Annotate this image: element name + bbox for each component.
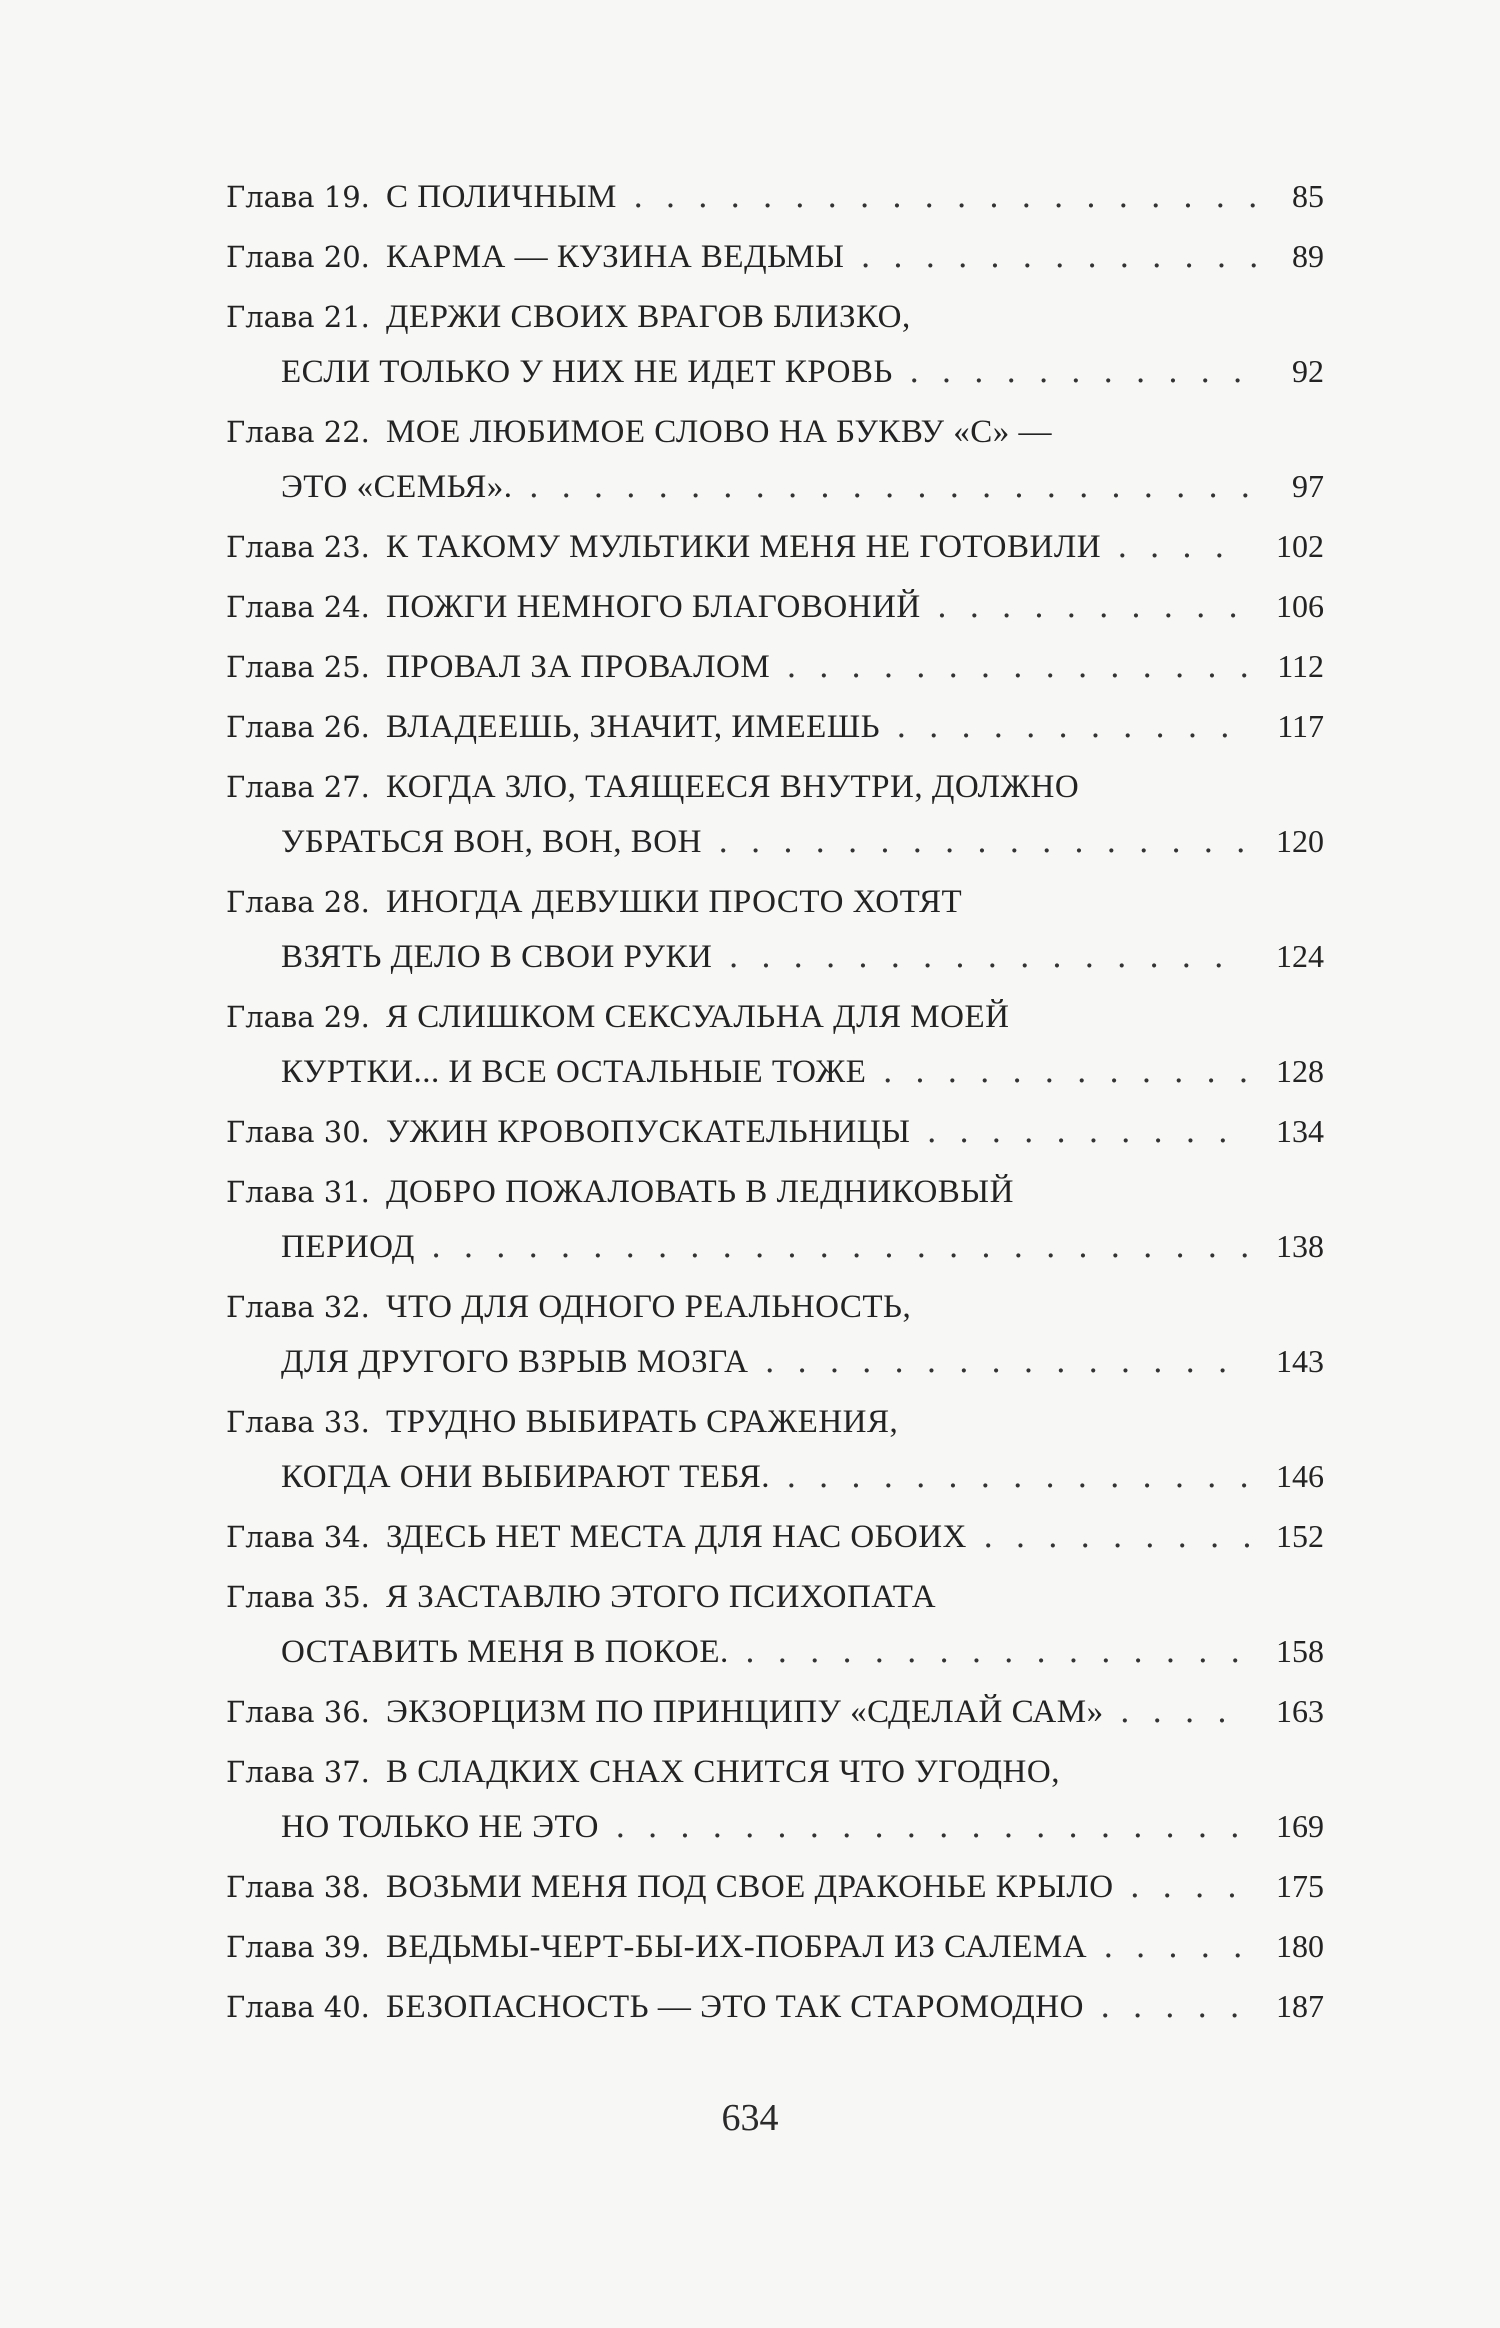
dot-leader: . . . . . . . . . . . . . bbox=[844, 237, 1265, 275]
chapter-label: Глава 36. bbox=[226, 1695, 370, 1729]
toc-entry-continuation-line bbox=[226, 1226, 1324, 1266]
chapter-label: Глава 21. bbox=[226, 300, 370, 334]
toc-entry-continuation-line bbox=[226, 821, 1324, 861]
dot-leader: . . . . . . . . . . bbox=[920, 587, 1245, 625]
dot-leader: . . . . . . . . . . . . . . . . bbox=[728, 1632, 1247, 1670]
chapter-title: МОЕ ЛЮБИМОЕ СЛОВО НА БУКВУ «С» — bbox=[386, 414, 1053, 450]
chapter-title: Я ЗАСТАВЛЮ ЭТОГО ПСИХОПАТА bbox=[386, 1579, 937, 1615]
page-reference bbox=[1276, 1986, 1324, 2026]
chapter-title: КУРТКИ... И ВСЕ ОСТАЛЬНЫЕ ТОЖЕ bbox=[281, 1054, 867, 1090]
chapter-title: УЖИН КРОВОПУСКАТЕЛЬНИЦЫ bbox=[386, 1114, 911, 1150]
toc-entry-continuation-line bbox=[226, 936, 1324, 976]
toc-entry-first-line bbox=[226, 526, 1324, 566]
chapter-title: БЕЗОПАСНОСТЬ — ЭТО ТАК СТАРОМОДНО bbox=[386, 1989, 1084, 2025]
toc-entry-first-line bbox=[226, 1171, 1324, 1211]
page-reference bbox=[1292, 466, 1324, 506]
toc-entry-continuation-line bbox=[226, 1631, 1324, 1671]
dot-leader: . . . . . . . . . . . bbox=[892, 352, 1249, 390]
page-reference bbox=[1276, 1111, 1324, 1151]
toc-entry-first-line bbox=[226, 176, 1324, 216]
chapter-page-number: 106 bbox=[1276, 588, 1324, 624]
chapter-title: КОГДА ОНИ ВЫБИРАЮТ ТЕБЯ. bbox=[281, 1459, 771, 1495]
page-reference bbox=[1276, 1051, 1324, 1091]
chapter-title: ВЛАДЕЕШЬ, ЗНАЧИТ, ИМЕЕШЬ bbox=[386, 709, 881, 745]
chapter-label: Глава 19. bbox=[226, 180, 370, 214]
chapter-label: Глава 38. bbox=[226, 1870, 370, 1904]
toc-entry-continuation-line bbox=[226, 1341, 1324, 1381]
toc-entry-first-line bbox=[226, 706, 1324, 746]
page-number: 634 bbox=[721, 2097, 779, 2139]
toc-entry-first-line bbox=[226, 1576, 1324, 1616]
chapter-label: Глава 27. bbox=[226, 770, 370, 804]
toc-entry-continuation-line bbox=[226, 466, 1324, 506]
toc-entry bbox=[226, 706, 1324, 746]
dot-leader: . . . . bbox=[1101, 527, 1231, 565]
chapter-title: ИНОГДА ДЕВУШКИ ПРОСТО ХОТЯТ bbox=[386, 884, 963, 920]
dot-leader: . . . . . . . . . . . . . . . . . . . . . . . . . . bbox=[414, 1227, 1256, 1265]
chapter-page-number: 102 bbox=[1276, 528, 1324, 564]
toc-entry-first-line bbox=[226, 1926, 1324, 1966]
chapter-title: ПРОВАЛ ЗА ПРОВАЛОМ bbox=[386, 649, 771, 685]
chapter-title: ПЕРИОД bbox=[281, 1229, 415, 1265]
chapter-page-number: 124 bbox=[1276, 938, 1324, 974]
toc-entry bbox=[226, 881, 1324, 976]
toc-entry-first-line bbox=[226, 646, 1324, 686]
page-reference bbox=[1276, 1516, 1324, 1556]
toc-entry-first-line bbox=[226, 1286, 1324, 1326]
chapter-label: Глава 28. bbox=[226, 885, 370, 919]
toc-entry bbox=[226, 1171, 1324, 1266]
toc-entry bbox=[226, 1111, 1324, 1151]
toc-entry bbox=[226, 1926, 1324, 1966]
chapter-page-number: 143 bbox=[1276, 1343, 1324, 1379]
chapter-title: ЭКЗОРЦИЗМ ПО ПРИНЦИПУ «СДЕЛАЙ САМ» bbox=[386, 1694, 1104, 1730]
chapter-label: Глава 37. bbox=[226, 1755, 370, 1789]
dot-leader: . . . . . . . . . . . . . . . . bbox=[712, 937, 1230, 975]
chapter-title: ТРУДНО ВЫБИРАТЬ СРАЖЕНИЯ, bbox=[386, 1404, 899, 1440]
chapter-label: Глава 34. bbox=[226, 1520, 370, 1554]
chapter-title: КАРМА — КУЗИНА ВЕДЬМЫ bbox=[386, 239, 845, 275]
dot-leader: . . . . . . . . . . . bbox=[880, 707, 1236, 745]
dot-leader: . . . . . . . . . . . . . . . bbox=[748, 1342, 1234, 1380]
chapter-title: ЕСЛИ ТОЛЬКО У НИХ НЕ ИДЕТ КРОВЬ bbox=[281, 354, 893, 390]
chapter-page-number: 158 bbox=[1276, 1633, 1324, 1669]
chapter-label: Глава 32. bbox=[226, 1290, 370, 1324]
dot-leader: . . . . . . . . . bbox=[966, 1517, 1258, 1555]
chapter-title: ВОЗЬМИ МЕНЯ ПОД СВОЕ ДРАКОНЬЕ КРЫЛО bbox=[386, 1869, 1114, 1905]
chapter-label: Глава 20. bbox=[226, 240, 370, 274]
page-reference bbox=[1276, 1226, 1324, 1266]
chapter-page-number: 163 bbox=[1276, 1693, 1324, 1729]
chapter-page-number: 89 bbox=[1292, 238, 1324, 274]
chapter-page-number: 92 bbox=[1292, 353, 1324, 389]
dot-leader: . . . . . . . . . . . . bbox=[866, 1052, 1255, 1090]
toc-entry bbox=[226, 1401, 1324, 1496]
chapter-page-number: 97 bbox=[1292, 468, 1324, 504]
dot-leader: . . . . . . . . . . . . . . . bbox=[770, 1457, 1256, 1495]
chapter-label: Глава 25. bbox=[226, 650, 370, 684]
toc-entry-first-line bbox=[226, 1401, 1324, 1441]
page-reference bbox=[1277, 706, 1324, 746]
toc-entry-first-line bbox=[226, 881, 1324, 921]
dot-leader: . . . . . . . . . . bbox=[910, 1112, 1234, 1150]
table-of-contents bbox=[226, 176, 1324, 2046]
toc-entry bbox=[226, 411, 1324, 506]
toc-entry-first-line bbox=[226, 1986, 1324, 2026]
toc-entry bbox=[226, 1286, 1324, 1381]
chapter-title: ВЗЯТЬ ДЕЛО В СВОИ РУКИ bbox=[281, 939, 713, 975]
toc-entry-first-line bbox=[226, 996, 1324, 1036]
dot-leader: . . . . . . . . . . . . . . . . . . . . . . . bbox=[512, 467, 1257, 505]
page-reference bbox=[1276, 1341, 1324, 1381]
page-reference bbox=[1292, 176, 1324, 216]
toc-entry-continuation-line bbox=[226, 1806, 1324, 1846]
chapter-title: ОСТАВИТЬ МЕНЯ В ПОКОЕ. bbox=[281, 1634, 729, 1670]
chapter-title: Я СЛИШКОМ СЕКСУАЛЬНА ДЛЯ МОЕЙ bbox=[386, 999, 1010, 1035]
toc-entry bbox=[226, 296, 1324, 391]
chapter-page-number: 134 bbox=[1276, 1113, 1324, 1149]
dot-leader: . . . . . bbox=[1083, 1987, 1246, 2025]
chapter-label: Глава 23. bbox=[226, 530, 370, 564]
toc-entry bbox=[226, 766, 1324, 861]
page-reference bbox=[1276, 526, 1324, 566]
chapter-title: КОГДА ЗЛО, ТАЯЩЕЕСЯ ВНУТРИ, ДОЛЖНО bbox=[386, 769, 1080, 805]
toc-entry bbox=[226, 176, 1324, 216]
dot-leader: . . . . bbox=[1113, 1867, 1243, 1905]
toc-entry-continuation-line bbox=[226, 351, 1324, 391]
page-reference bbox=[1276, 1926, 1324, 1966]
chapter-title: ЭТО «СЕМЬЯ». bbox=[281, 469, 513, 505]
page-reference bbox=[1276, 1866, 1324, 1906]
dot-leader: . . . . . . . . . . . . . . . . . bbox=[701, 822, 1252, 860]
toc-entry bbox=[226, 1691, 1324, 1731]
page-reference bbox=[1276, 936, 1324, 976]
toc-entry bbox=[226, 1986, 1324, 2026]
toc-entry-first-line bbox=[226, 296, 1324, 336]
chapter-label: Глава 39. bbox=[226, 1930, 370, 1964]
toc-entry-first-line bbox=[226, 1516, 1324, 1556]
chapter-title: ПОЖГИ НЕМНОГО БЛАГОВОНИЙ bbox=[386, 589, 921, 625]
page-reference bbox=[1276, 1631, 1324, 1671]
chapter-page-number: 112 bbox=[1277, 648, 1324, 684]
toc-entry-first-line bbox=[226, 1751, 1324, 1791]
toc-entry bbox=[226, 586, 1324, 626]
chapter-page-number: 180 bbox=[1276, 1928, 1324, 1964]
toc-entry bbox=[226, 1516, 1324, 1556]
chapter-title: С ПОЛИЧНЫМ bbox=[386, 179, 617, 215]
chapter-page-number: 146 bbox=[1276, 1458, 1324, 1494]
page-reference bbox=[1276, 821, 1324, 861]
chapter-page-number: 175 bbox=[1276, 1868, 1324, 1904]
chapter-label: Глава 26. bbox=[226, 710, 370, 744]
chapter-title: НО ТОЛЬКО НЕ ЭТО bbox=[281, 1809, 600, 1845]
toc-entry-first-line bbox=[226, 411, 1324, 451]
toc-entry-first-line bbox=[226, 586, 1324, 626]
toc-entry bbox=[226, 236, 1324, 276]
chapter-label: Глава 30. bbox=[226, 1115, 370, 1149]
chapter-label: Глава 29. bbox=[226, 1000, 370, 1034]
chapter-page-number: 85 bbox=[1292, 178, 1324, 214]
dot-leader: . . . . . . . . . . . . . . . . . . . . bbox=[599, 1807, 1246, 1845]
chapter-title: ДЛЯ ДРУГОГО ВЗРЫВ МОЗГА bbox=[281, 1344, 749, 1380]
chapter-page-number: 120 bbox=[1276, 823, 1324, 859]
chapter-label: Глава 35. bbox=[226, 1580, 370, 1614]
page-reference bbox=[1276, 586, 1324, 626]
toc-entry bbox=[226, 996, 1324, 1091]
dot-leader: . . . . . bbox=[1087, 1927, 1249, 1965]
chapter-page-number: 138 bbox=[1276, 1228, 1324, 1264]
toc-entry bbox=[226, 1751, 1324, 1846]
chapter-title: ДОБРО ПОЖАЛОВАТЬ В ЛЕДНИКОВЫЙ bbox=[386, 1174, 1014, 1210]
chapter-label: Глава 40. bbox=[226, 1990, 370, 2024]
chapter-title: УБРАТЬСЯ ВОН, ВОН, ВОН bbox=[281, 824, 702, 860]
page-reference bbox=[1292, 351, 1324, 391]
page-reference bbox=[1276, 1691, 1324, 1731]
chapter-label: Глава 24. bbox=[226, 590, 370, 624]
toc-entry-continuation-line bbox=[226, 1051, 1324, 1091]
dot-leader: . . . . . . . . . . . . . . . bbox=[770, 647, 1256, 685]
chapter-title: ЗДЕСЬ НЕТ МЕСТА ДЛЯ НАС ОБОИХ bbox=[386, 1519, 967, 1555]
chapter-page-number: 128 bbox=[1276, 1053, 1324, 1089]
toc-entry bbox=[226, 1576, 1324, 1671]
toc-entry-first-line bbox=[226, 1111, 1324, 1151]
dot-leader: . . . . . . . . . . . . . . . . . . . . bbox=[616, 177, 1264, 215]
page-reference bbox=[1277, 646, 1324, 686]
toc-entry bbox=[226, 526, 1324, 566]
toc-entry-first-line bbox=[226, 236, 1324, 276]
chapter-title: ДЕРЖИ СВОИХ ВРАГОВ БЛИЗКО, bbox=[386, 299, 911, 335]
chapter-title: В СЛАДКИХ СНАХ СНИТСЯ ЧТО УГОДНО, bbox=[386, 1754, 1060, 1790]
chapter-title: ВЕДЬМЫ-ЧЕРТ-БЫ-ИХ-ПОБРАЛ ИЗ САЛЕМА bbox=[386, 1929, 1088, 1965]
chapter-label: Глава 22. bbox=[226, 415, 370, 449]
toc-entry bbox=[226, 1866, 1324, 1906]
page-reference bbox=[1276, 1806, 1324, 1846]
chapter-page-number: 152 bbox=[1276, 1518, 1324, 1554]
chapter-title: ЧТО ДЛЯ ОДНОГО РЕАЛЬНОСТЬ, bbox=[386, 1289, 912, 1325]
toc-entry bbox=[226, 646, 1324, 686]
toc-entry-first-line bbox=[226, 1691, 1324, 1731]
chapter-title: К ТАКОМУ МУЛЬТИКИ МЕНЯ НЕ ГОТОВИЛИ bbox=[386, 529, 1102, 565]
page-reference bbox=[1276, 1456, 1324, 1496]
page-reference bbox=[1292, 236, 1324, 276]
chapter-page-number: 169 bbox=[1276, 1808, 1324, 1844]
chapter-label: Глава 33. bbox=[226, 1405, 370, 1439]
chapter-page-number: 117 bbox=[1277, 708, 1324, 744]
dot-leader: . . . . bbox=[1103, 1692, 1233, 1730]
toc-entry-continuation-line bbox=[226, 1456, 1324, 1496]
chapter-label: Глава 31. bbox=[226, 1175, 370, 1209]
chapter-page-number: 187 bbox=[1276, 1988, 1324, 2024]
toc-entry-first-line bbox=[226, 1866, 1324, 1906]
toc-entry-first-line bbox=[226, 766, 1324, 806]
